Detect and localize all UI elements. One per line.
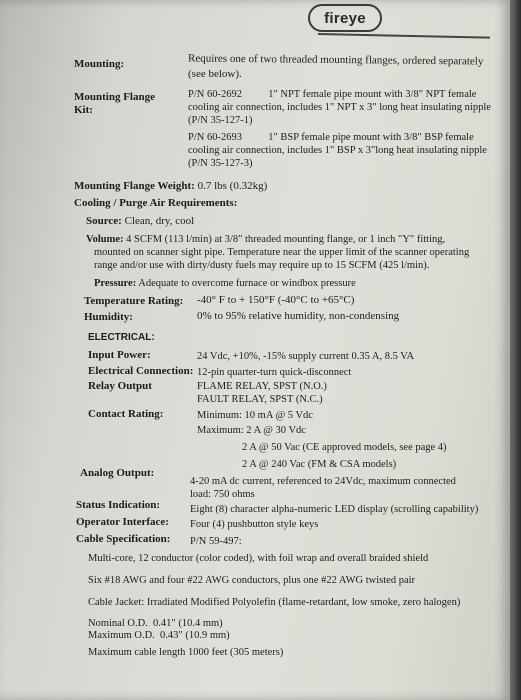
contact-rating-label: Contact Rating: (88, 408, 164, 420)
temperature-label: Temperature Rating: (84, 295, 184, 307)
cooling-source-value: Clean, dry, cool (124, 215, 195, 227)
analog-output-line2: load: 750 ohms (190, 489, 255, 500)
cable-spec-pn: P/N 59-497: (190, 536, 242, 547)
contact-maximum: Maximum: 2 A @ 30 Vdc (197, 425, 306, 436)
cable-line6: Maximum cable length 1000 feet (305 meters) (88, 647, 284, 658)
flange-kit-b-line2: cooling air connection, includes 1" BSP x 3"long heat insulating nipple (188, 145, 487, 156)
cooling-volume-value: 4 SCFM (113 l/min) at 3/8" threaded mounting flange, or 1 inch "Y" fitting, (126, 234, 446, 245)
cooling-volume-label: Volume: (86, 234, 124, 245)
header-rule (318, 33, 490, 39)
cooling-volume-line2: mounted on scanner sight pipe. Temperature near the upper limit of the scanner operating (94, 247, 470, 258)
humidity-label: Humidity: (84, 311, 133, 323)
fireye-logo: fireye (308, 4, 382, 32)
contact-fm: 2 A @ 240 Vac (FM & CSA models) (242, 459, 397, 470)
flange-kit-a-line3: (P/N 35-127-1) (188, 115, 253, 126)
flange-kit-b-line3: (P/N 35-127-3) (188, 158, 253, 169)
input-power-value: 24 Vdc, +10%, -15% supply current 0.35 A, 8.5 VA (197, 351, 415, 362)
flange-kit-b-line1: P/N 60-2693 1" BSP female pipe mount with 3/8" BSP female (188, 132, 474, 143)
cable-line1: Multi-core, 12 conductor (color coded), with foil wrap and overall braided shield (88, 553, 429, 564)
contact-ce: 2 A @ 50 Vac (CE approved models, see page 4) (242, 442, 447, 453)
flange-weight-row (74, 180, 267, 193)
flange-kit-label-2: Kit: (74, 104, 93, 116)
cable-line3: Cable Jacket: Irradiated Modified Polyolefin (flame-retardant, low smoke, zero halogen) (88, 597, 461, 608)
flange-kit-a-line1: P/N 60-2692 1" NPT female pipe mount with 3/8" NPT female (188, 89, 477, 100)
operator-interface-value: Four (4) pushbutton style keys (190, 519, 319, 530)
mounting-line2: (see below). (188, 68, 242, 80)
input-power-label: Input Power: (88, 349, 151, 361)
cable-spec-label: Cable Specification: (76, 533, 171, 545)
cable-line2: Six #18 AWG and four #22 AWG conductors, plus one #22 AWG twisted pair (88, 575, 416, 586)
humidity-value: 0% to 95% relative humidity, non-condensing (197, 310, 400, 322)
flange-kit-a-line2: cooling air connection, includes 1" NPT x 3" long heat insulating nipple (188, 102, 491, 113)
flange-weight-label: Mounting Flange Weight: (74, 180, 195, 192)
analog-output-line1: 4-20 mA dc current, referenced to 24Vdc, maximum connected (190, 476, 456, 487)
mounting-label: Mounting: (74, 58, 125, 70)
cooling-pressure (94, 277, 356, 290)
cooling-pressure-value: Adequate to overcome furnace or windbox pressure (138, 278, 356, 289)
fault-relay: FAULT RELAY, SPST (N.C.) (197, 394, 323, 405)
flame-relay: FLAME RELAY, SPST (N.O.) (197, 381, 327, 392)
mounting-line1: Requires one of two threaded mounting flanges, ordered separately (187, 52, 484, 68)
electrical-connection-label: Electrical Connection: (88, 365, 194, 377)
cable-line5: Maximum O.D. 0.43" (10.9 mm) (88, 630, 230, 641)
cooling-pressure-label: Pressure: (94, 278, 137, 289)
cable-line4: Nominal O.D. 0.41" (10.4 mm) (88, 618, 223, 629)
cooling-heading: Cooling / Purge Air Requirements: (74, 197, 238, 209)
electrical-heading: ELECTRICAL: (88, 332, 155, 343)
page-edge-shadow (510, 0, 521, 700)
status-indication-value: Eight (8) character alpha-numeric LED display (scrolling capability) (190, 504, 479, 515)
contact-minimum: Minimum: 10 mA @ 5 Vdc (197, 410, 313, 421)
electrical-connection-value: 12-pin quarter-turn quick-disconnect (197, 367, 352, 378)
relay-output-label: Relay Output (88, 380, 152, 392)
cooling-volume-line3: range and/or use with dirty/dusty fuels may require up to 15 SCFM (425 l/min). (94, 260, 430, 271)
cooling-source-label: Source: (86, 215, 122, 227)
status-indication-label: Status Indication: (76, 499, 161, 511)
temperature-value: -40° F to + 150°F (-40°C to +65°C) (197, 294, 355, 306)
analog-output-label: Analog Output: (80, 467, 155, 479)
flange-kit-label-1: Mounting Flange (74, 91, 155, 103)
flange-weight-value: 0.7 lbs (0.32kg) (197, 180, 268, 192)
cooling-volume-line1 (86, 233, 445, 246)
cooling-source (86, 215, 194, 228)
operator-interface-label: Operator Interface: (76, 516, 169, 528)
